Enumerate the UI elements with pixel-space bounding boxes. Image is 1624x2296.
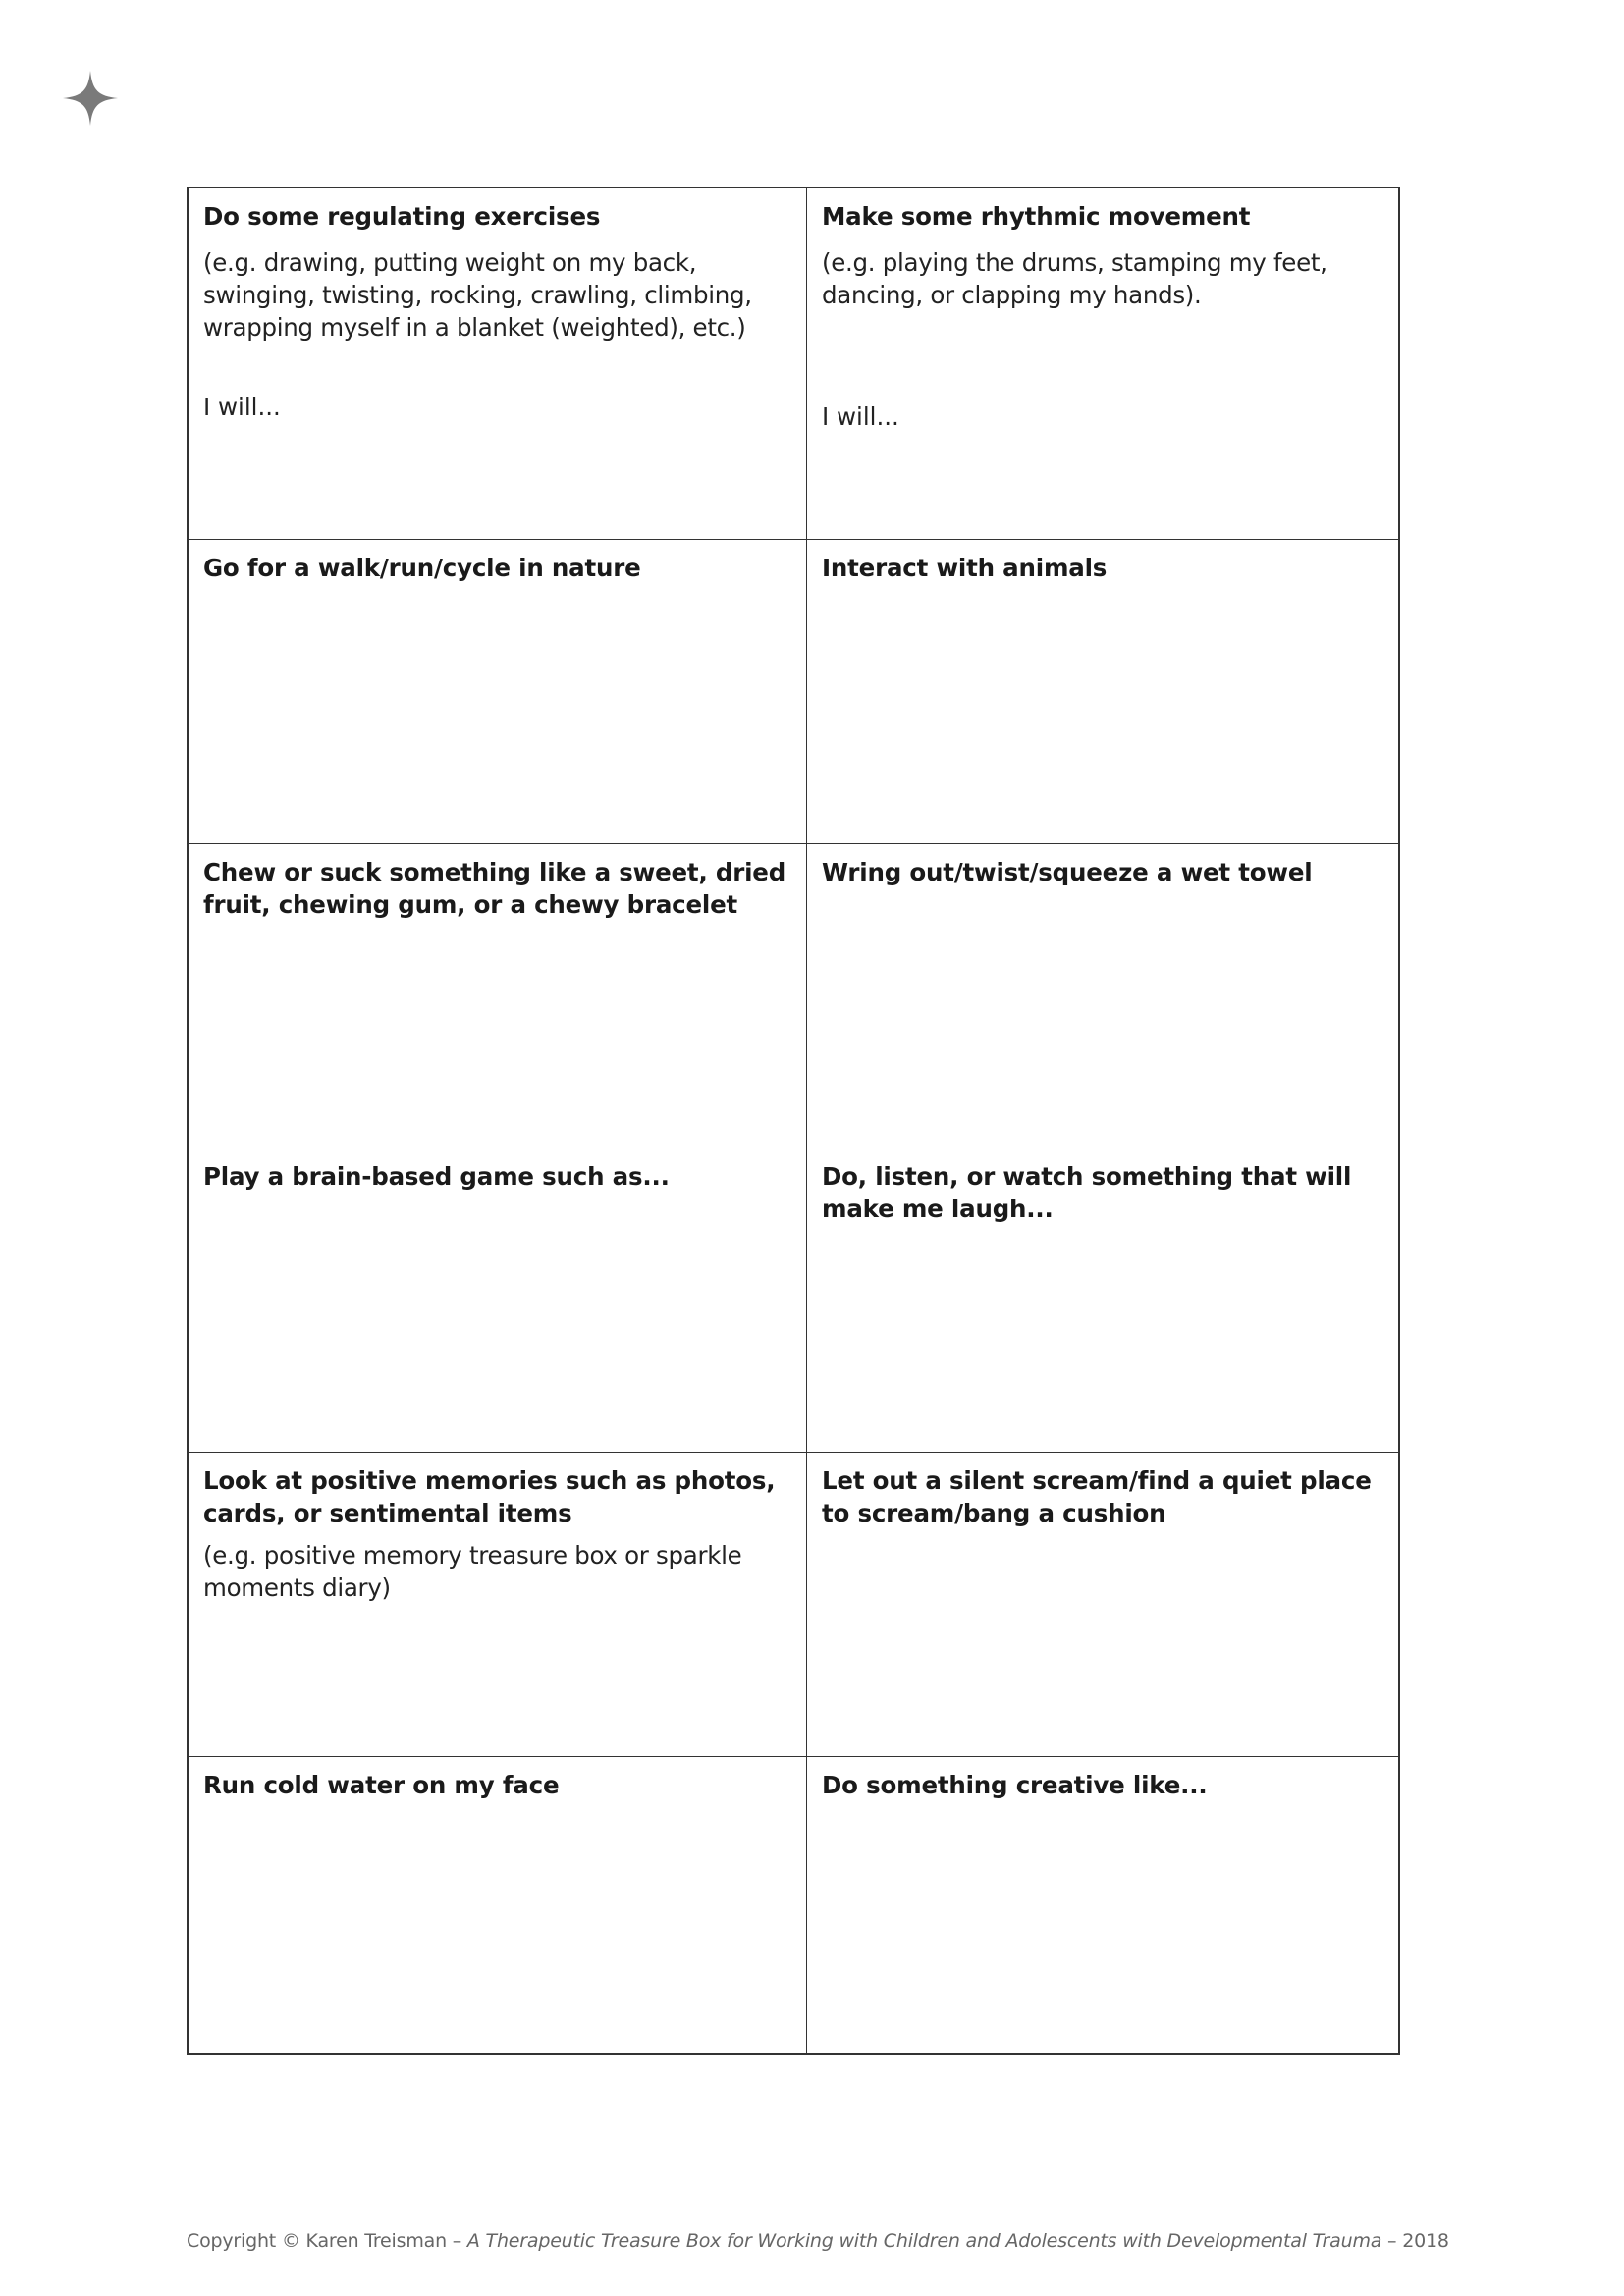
cell-title: Let out a silent scream/find a quiet place to scream/bang a cushion (822, 1467, 1372, 1527)
cell-brain-game[interactable] (189, 1148, 807, 1453)
cell-interact-animals[interactable] (807, 540, 1398, 844)
i-will-prompt[interactable]: I will... (822, 402, 899, 431)
cell-title: Make some rhythmic movement (822, 202, 1251, 231)
cell-title: Interact with animals (822, 554, 1108, 582)
cell-title: Do, listen, or watch something that will make me laugh... (822, 1162, 1352, 1223)
cell-wring-towel[interactable] (807, 844, 1398, 1148)
footer-book-title: A Therapeutic Treasure Box for Working with Children and Adolescents with Developmental Trauma (466, 2230, 1382, 2252)
cell-title: Do some regulating exercises (203, 202, 601, 231)
cell-note: (e.g. playing the drums, stamping my feet, dancing, or clapping my hands). (822, 248, 1327, 309)
cell-make-me-laugh[interactable] (807, 1148, 1398, 1453)
footer-prefix: Copyright © Karen Treisman – (187, 2230, 467, 2252)
cell-title: Go for a walk/run/cycle in nature (203, 554, 641, 582)
cell-note: (e.g. drawing, putting weight on my back, swinging, twisting, rocking, crawling, climbing, wrapping myself in a blanket (weighted), etc.) (203, 248, 752, 342)
cell-chew-or-suck[interactable] (189, 844, 807, 1148)
cell-title: Play a brain-based game such as... (203, 1162, 670, 1191)
cell-cold-water[interactable] (189, 1757, 807, 2053)
cell-title: Chew or suck something like a sweet, dried fruit, chewing gum, or a chewy bracelet (203, 858, 786, 919)
footer-suffix: – 2018 (1381, 2230, 1449, 2252)
cell-title: Run cold water on my face (203, 1771, 560, 1799)
copyright-footer (187, 2230, 1449, 2252)
cell-regulating-exercises (189, 188, 807, 540)
cell-creative[interactable] (807, 1757, 1398, 2053)
cell-title: Do something creative like... (822, 1771, 1208, 1799)
cell-positive-memories[interactable] (189, 1453, 807, 1757)
four-point-star-icon (63, 71, 118, 126)
activity-grid (187, 187, 1400, 2055)
cell-walk-run-cycle[interactable] (189, 540, 807, 844)
cell-rhythmic-movement (807, 188, 1398, 540)
cell-title: Look at positive memories such as photos, cards, or sentimental items (203, 1467, 776, 1527)
cell-title: Wring out/twist/squeeze a wet towel (822, 858, 1313, 886)
cell-silent-scream[interactable] (807, 1453, 1398, 1757)
cell-note: (e.g. positive memory treasure box or sparkle moments diary) (203, 1541, 742, 1602)
i-will-prompt[interactable]: I will... (203, 393, 281, 421)
